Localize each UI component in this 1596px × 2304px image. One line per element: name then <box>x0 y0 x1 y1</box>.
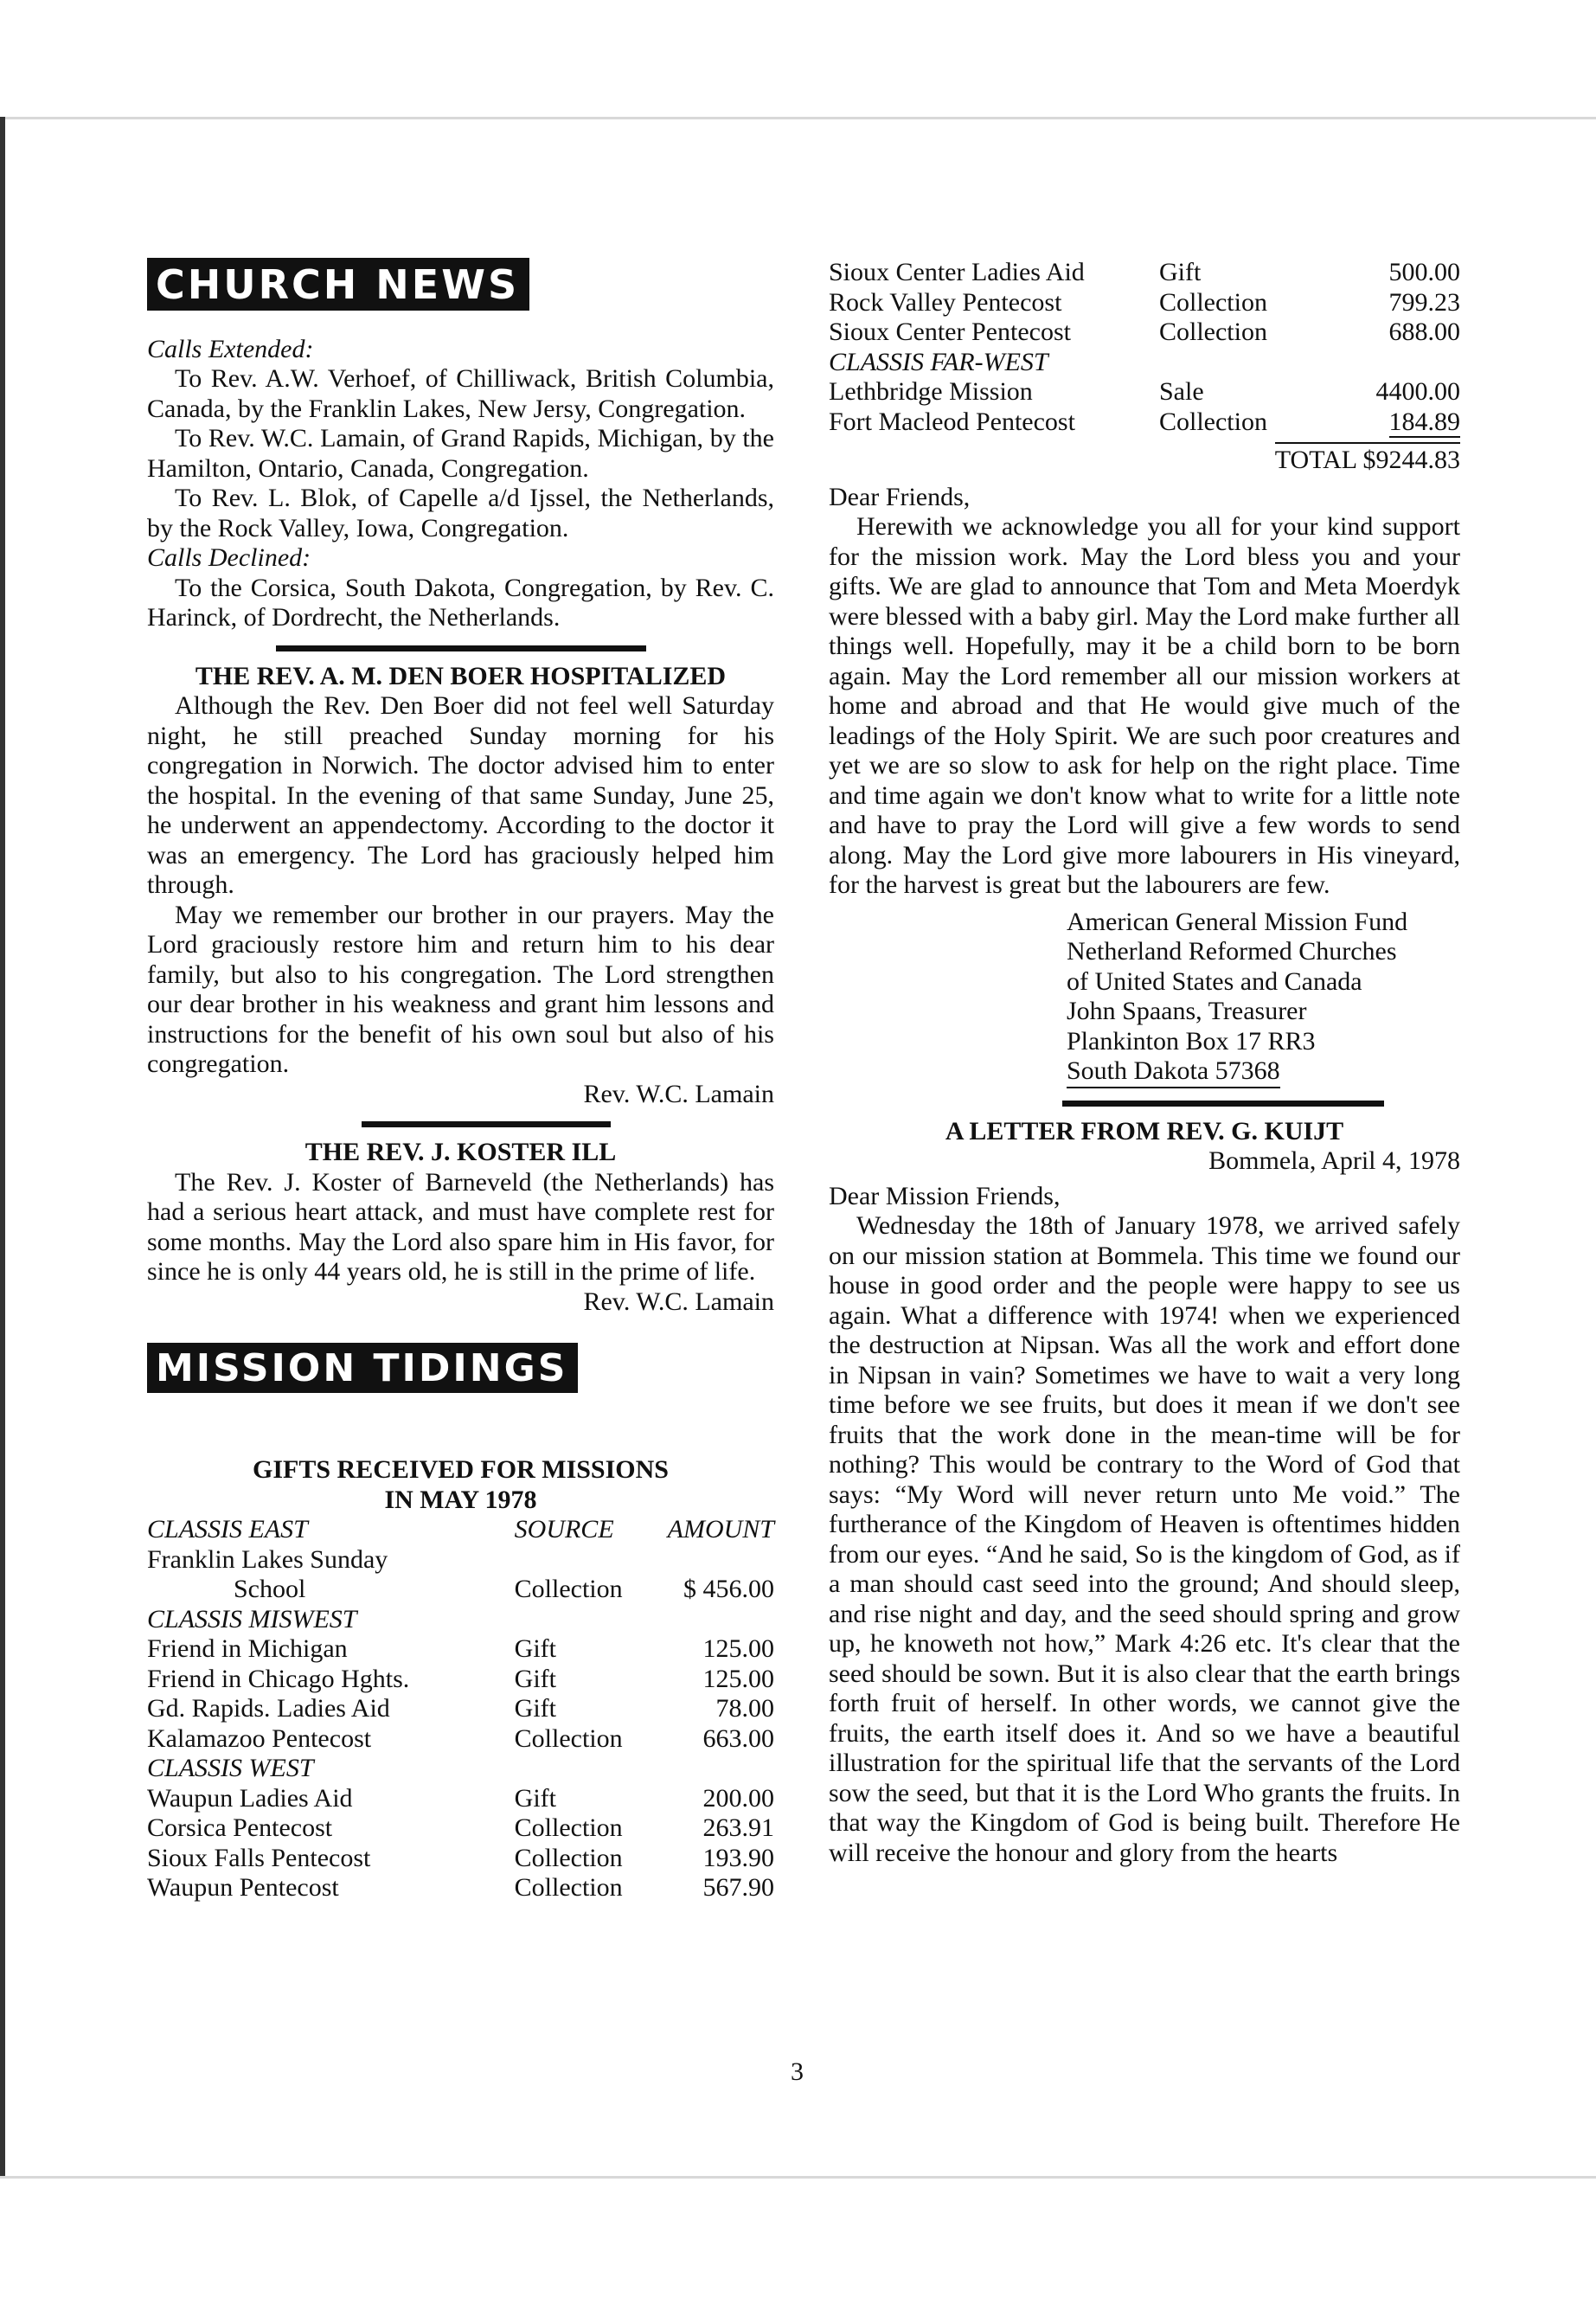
gift-source: Collection <box>514 1843 623 1872</box>
church-news-banner: CHURCH NEWS <box>147 258 529 311</box>
call-extended-item: To Rev. L. Blok, of Capelle a/d Ijssel, the Netherlands, by the Rock Valley, Iowa, Congregation. <box>147 484 774 542</box>
kuijt-letter-salutation: Dear Mission Friends, <box>829 1181 1061 1210</box>
table-header-row <box>147 1515 774 1545</box>
gift-source: Collection <box>1159 407 1267 436</box>
classis-west-label: CLASSIS WEST <box>147 1754 314 1783</box>
signature-line: Netherland Reformed Churches <box>1067 937 1397 966</box>
call-declined-item: To the Corsica, South Dakota, Congregation, by Rev. C. Harinck, of Dordrecht, the Netherlands. <box>147 573 774 632</box>
gift-amount: $ 456.00 <box>683 1575 774 1604</box>
gifts-table-continued <box>829 258 1460 437</box>
table-row <box>147 1575 774 1605</box>
gift-source: Gift <box>514 1694 556 1723</box>
gift-source: Collection <box>1159 318 1267 346</box>
gift-source: Collection <box>514 1575 623 1604</box>
gifts-subtitle: IN MAY 1978 <box>384 1485 537 1514</box>
signature-line: Plankinton Box 17 RR3 <box>1067 1026 1316 1056</box>
gift-amount: 78.00 <box>715 1694 774 1723</box>
gift-name: Waupun Pentecost <box>147 1873 339 1903</box>
section-divider <box>362 1121 611 1127</box>
gift-name: Gd. Rapids. Ladies Aid <box>147 1694 390 1723</box>
page-number: 3 <box>791 2057 804 2086</box>
gift-amount: 688.00 <box>1388 318 1460 346</box>
calls-declined-label: Calls Declined: <box>147 543 311 573</box>
table-row <box>829 408 1460 438</box>
scan-margin-top <box>0 0 1596 119</box>
left-column <box>147 258 774 1903</box>
gift-source: Collection <box>514 1813 623 1843</box>
gift-amount: 125.00 <box>702 1634 774 1664</box>
kuijt-letter-paragraph: Wednesday the 18th of January 1978, we arrived safely on our mission station at Bommela. This time we found our house in good order and the people were happy to see us again. What a difference with 1974! when we experienced the destruction at Nipsan. Was all the work and effort done in Nipsan in vain? Sometimes we have to wait a very long time before we see fruits, but does it mean if we don't see fruits that the work done in the mean-time will be for nothing? This would be contrary to the Word of God that says: “My Word will never return unto Me void.” The furtherance of the Kingdom of Heaven is oftentimes hidden from our eyes. “And he said, So is the kingdom of God, as if a man should cast seed into the ground; And should sleep, and rise night and day, and the seed should spring and grow up, he knoweth not how,” Mark 4:26 etc. It's clear that the seed should be sown. But it is also clear that the earth brings forth fruit of herself. In other words, we cannot give the fruits, the earth itself does it. And so we have a beautiful illustration for the spiritual life that the servants of the Lord sow the seed, but that it is the Lord Who grants the fruits. In that way the Kingdom of God is being built. Therefore He will receive the honour and glory from the hearts <box>829 1211 1460 1867</box>
total-line <box>829 442 1460 476</box>
signature-line: South Dakota 57368 <box>1067 1056 1280 1088</box>
table-row <box>147 1784 774 1814</box>
treasurer-signature <box>1067 908 1460 1088</box>
gift-amount: 799.23 <box>1388 287 1460 317</box>
gifts-title: GIFTS RECEIVED FOR MISSIONS <box>253 1455 669 1485</box>
gift-name: Friend in Michigan <box>147 1634 348 1664</box>
table-row <box>147 1634 774 1665</box>
classis-far-west-label: CLASSIS FAR-WEST <box>829 347 1048 376</box>
scan-edge-left <box>0 117 5 2176</box>
gift-source: Collection <box>514 1873 623 1903</box>
gift-name: Sioux Center Ladies Aid <box>829 258 1085 286</box>
total-amount: TOTAL $9244.83 <box>1275 442 1460 476</box>
gift-name: Friend in Chicago Hghts. <box>147 1664 410 1693</box>
gift-amount: 193.90 <box>702 1843 774 1872</box>
signature-line: of United States and Canada <box>1067 966 1362 996</box>
gift-source: Collection <box>514 1723 623 1753</box>
gift-name: Sioux Center Pentecost <box>829 318 1071 346</box>
gift-name: Rock Valley Pentecost <box>829 287 1062 317</box>
gift-name: School <box>234 1575 306 1604</box>
gift-amount: 125.00 <box>702 1664 774 1693</box>
gift-name: Fort Macleod Pentecost <box>829 407 1075 436</box>
gift-source: Collection <box>1159 287 1267 317</box>
table-row <box>147 1694 774 1724</box>
gift-amount: 500.00 <box>1388 258 1460 286</box>
classis-row <box>147 1754 774 1784</box>
gift-name: Corsica Pentecost <box>147 1813 333 1843</box>
mission-tidings-banner: MISSION TIDINGS <box>147 1343 578 1393</box>
table-row <box>829 377 1460 408</box>
table-row <box>829 288 1460 318</box>
calls-extended-label: Calls Extended: <box>147 334 314 363</box>
table-row <box>147 1844 774 1874</box>
source-column-header: SOURCE <box>514 1515 614 1544</box>
table-row <box>147 1724 774 1755</box>
gift-name: Sioux Falls Pentecost <box>147 1843 371 1872</box>
dear-friends-paragraph: Herewith we acknowledge you all for your kind support for the mission work. May the Lord bless you and your gifts. We are glad to announce that Tom and Meta Moerdyk were blessed with a baby girl. May the Lord make further all things well. Hopefully, may it be a child born to be born again. May the Lord remember all our mission workers at home and abroad and that He would give much of the leadings of the Holy Spirit. We are such poor creatures and yet we are so slow to ask for help on the right place. Time and time again we don't know what to write for a little note and have to pray the Lord will give a few words to send along. May the Lord give more labourers in His vineyard, for the harvest is great but the labourers are few. <box>829 512 1460 899</box>
table-row <box>147 1813 774 1844</box>
table-row <box>147 1545 774 1576</box>
gifts-table <box>147 1515 774 1903</box>
gift-amount: 263.91 <box>702 1813 774 1843</box>
section-divider <box>1062 1101 1384 1107</box>
koster-paragraph: The Rev. J. Koster of Barneveld (the Netherlands) has had a serious heart attack, and must have complete rest for some months. May the Lord also spare him in His favor, for since he is only 44 years old, he is still in the prime of life. <box>147 1167 774 1287</box>
call-extended-item: To Rev. W.C. Lamain, of Grand Rapids, Michigan, by the Hamilton, Ontario, Canada, Congregation. <box>147 424 774 483</box>
gift-source: Gift <box>514 1634 556 1664</box>
signature-line: American General Mission Fund <box>1067 907 1408 936</box>
gift-amount: 663.00 <box>702 1723 774 1753</box>
classis-east-label: CLASSIS EAST <box>147 1515 308 1544</box>
gift-name: Waupun Ladies Aid <box>147 1783 353 1813</box>
right-column <box>829 258 1460 1868</box>
gift-amount <box>1332 408 1460 438</box>
call-extended-item: To Rev. A.W. Verhoef, of Chilliwack, British Columbia, Canada, by the Franklin Lakes, New Jersy, Congregation. <box>147 364 774 423</box>
gift-source: Gift <box>514 1664 556 1693</box>
gift-name: Kalamazoo Pentecost <box>147 1723 372 1753</box>
gift-amount-underlined: 184.89 <box>1388 407 1460 436</box>
amount-column-header: AMOUNT <box>667 1515 774 1544</box>
koster-signature: Rev. W.C. Lamain <box>583 1287 774 1316</box>
table-row <box>147 1665 774 1695</box>
dear-friends-salutation: Dear Friends, <box>829 482 971 511</box>
gift-amount: 567.90 <box>702 1873 774 1903</box>
gift-name: Franklin Lakes Sunday <box>147 1544 388 1574</box>
classis-row <box>829 348 1460 378</box>
den-boer-signature: Rev. W.C. Lamain <box>583 1079 774 1108</box>
den-boer-paragraph: Although the Rev. Den Boer did not feel well Saturday night, he still preached Sunday morning for his congregation in Norwich. The doctor advised him to enter the hospital. In the evening of that same Sunday, June 25, he underwent an appendectomy. According to the doctor it was an emergency. The Lord has graciously helped him through. <box>147 691 774 900</box>
table-row <box>829 318 1460 348</box>
table-row <box>147 1873 774 1903</box>
gift-source: Gift <box>1159 258 1202 286</box>
kuijt-letter-dateline: Bommela, April 4, 1978 <box>1208 1146 1460 1175</box>
den-boer-title: THE REV. A. M. DEN BOER HOSPITALIZED <box>195 661 727 690</box>
gift-name: Lethbridge Mission <box>829 377 1033 406</box>
signature-line: John Spaans, Treasurer <box>1067 997 1307 1025</box>
koster-title: THE REV. J. KOSTER ILL <box>304 1138 617 1167</box>
scan-margin-bottom <box>0 2176 1596 2304</box>
gift-amount: 4400.00 <box>1375 377 1460 406</box>
gift-source: Gift <box>514 1783 556 1813</box>
classis-row <box>147 1605 774 1635</box>
den-boer-paragraph: May we remember our brother in our prayers. May the Lord graciously restore him and return him to his dear family, but also to his congregation. The Lord strengthen our dear brother in his weakness and grant him lessons and instructions for the benefit of his own soul but also of his congregation. <box>147 900 774 1079</box>
gift-amount: 200.00 <box>702 1783 774 1813</box>
kuijt-letter-title: A LETTER FROM REV. G. KUIJT <box>945 1116 1344 1146</box>
classis-miswest-label: CLASSIS MISWEST <box>147 1604 357 1633</box>
gift-source: Sale <box>1159 377 1204 406</box>
table-row <box>829 258 1460 288</box>
section-divider <box>276 645 646 651</box>
